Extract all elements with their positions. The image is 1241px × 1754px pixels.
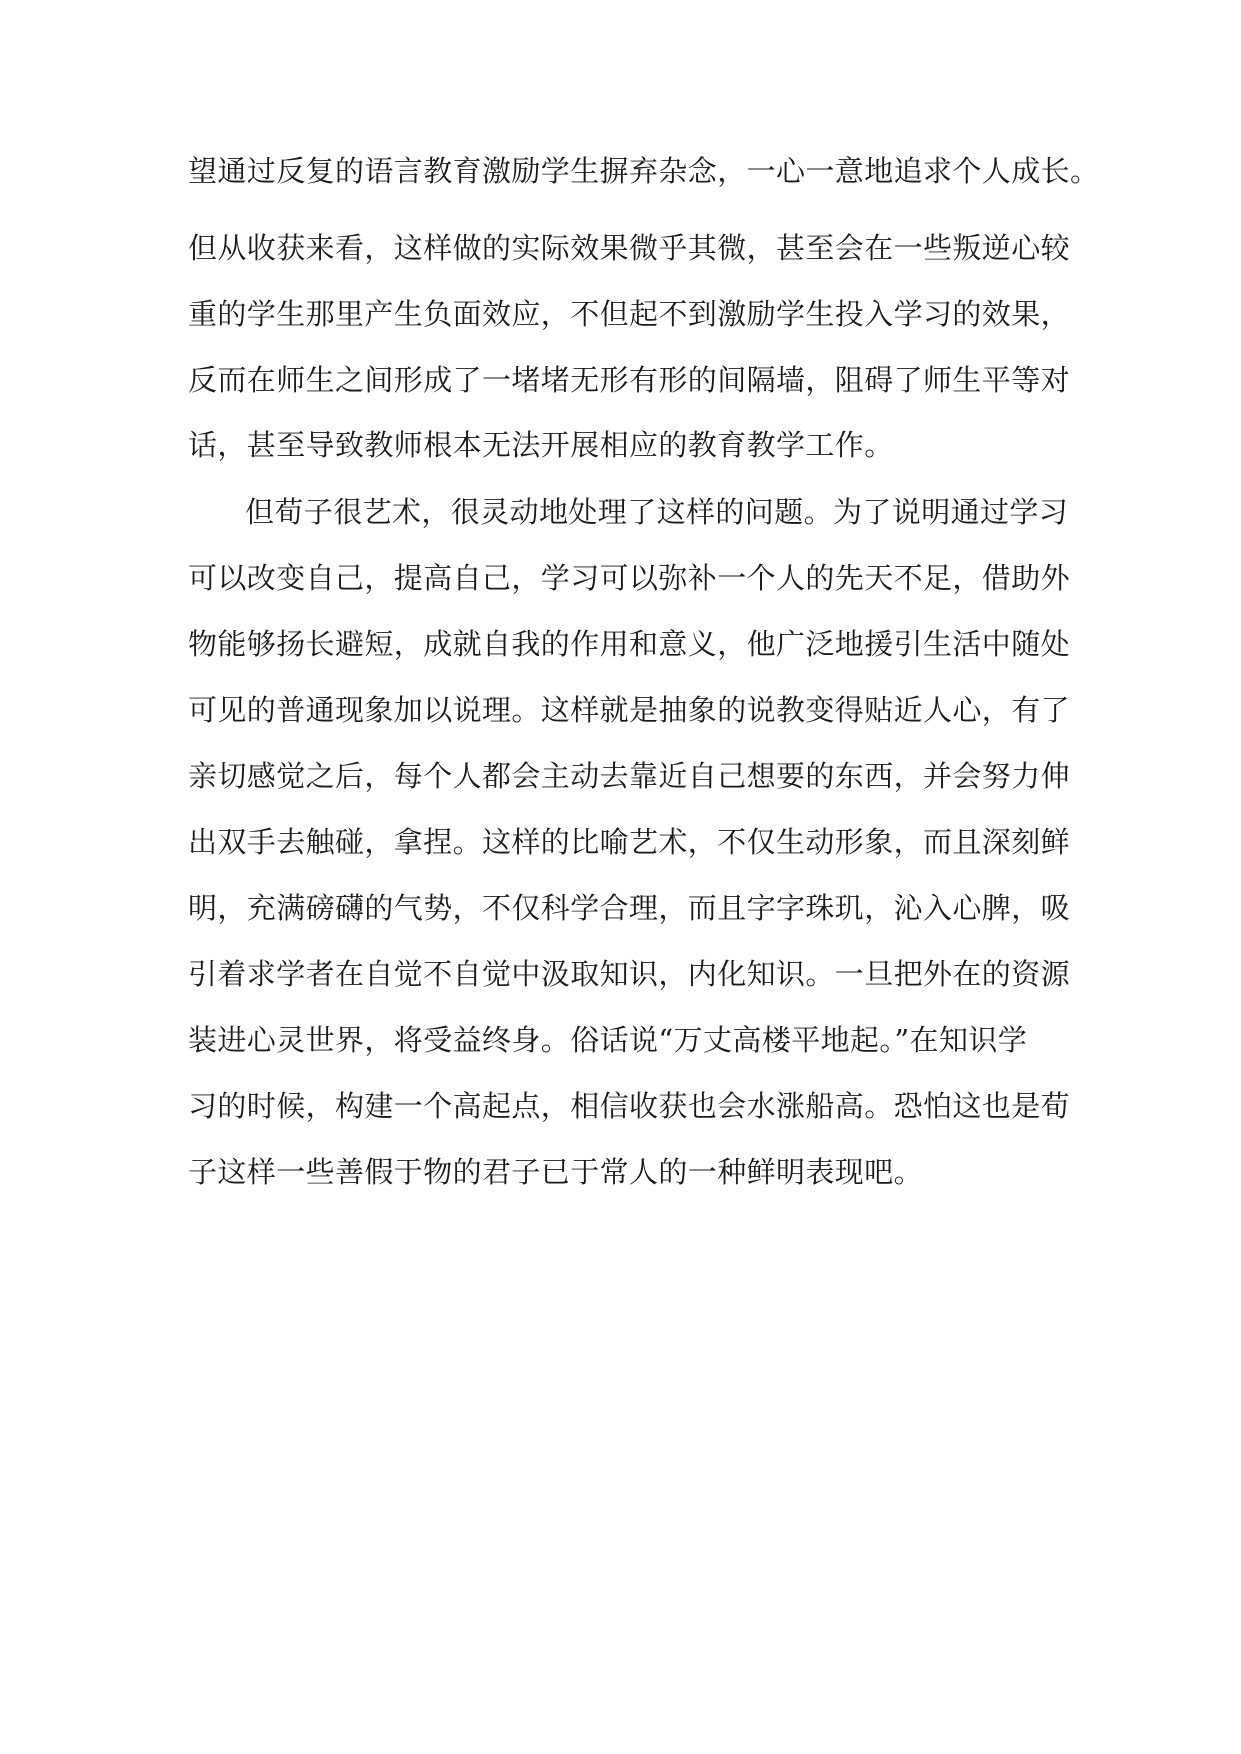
- text-line: 可见的普通现象加以说理。这样就是抽象的说教变得贴近人心，有了: [188, 693, 1071, 727]
- text-line: 物能够扬长避短，成就自我的作用和意义，他广泛地援引生活中随处: [188, 627, 1071, 661]
- text-line: 出双手去触碰，拿捏。这样的比喻艺术，不仅生动形象，而且深刻鲜: [188, 825, 1071, 859]
- text-line: 明，充满磅礴的气势，不仅科学合理，而且字字珠玑，沁入心脾，吸: [188, 891, 1071, 925]
- text-line: 但从收获来看，这样做的实际效果微乎其微，甚至会在一些叛逆心较: [188, 231, 1071, 265]
- text-line: 重的学生那里产生负面效应，不但起不到激励学生投入学习的效果，: [188, 297, 1071, 331]
- text-line: 话，甚至导致教师根本无法开展相应的教育教学工作。: [188, 428, 894, 462]
- text-line: 装进心灵世界，将受益终身。俗话说“万丈高楼平地起。”在知识学: [188, 1023, 1028, 1057]
- text-line: 可以改变自己，提高自己，学习可以弥补一个人的先天不足，借助外: [188, 561, 1071, 595]
- text-line: 望通过反复的语言教育激励学生摒弃杂念，一心一意地追求个人成长。: [188, 154, 1100, 188]
- text-line: 子这样一些善假于物的君子已于常人的一种鲜明表现吧。: [188, 1155, 924, 1189]
- text-line: 反而在师生之间形成了一堵堵无形有形的间隔墙，阻碍了师生平等对: [188, 363, 1071, 397]
- text-line: 习的时候，构建一个高起点，相信收获也会水涨船高。恐怕这也是荀: [188, 1089, 1071, 1123]
- paragraph-first-line: 但荀子很艺术，很灵动地处理了这样的问题。为了说明通过学习: [245, 495, 1069, 529]
- text-line: 亲切感觉之后，每个人都会主动去靠近自己想要的东西，并会努力伸: [188, 759, 1071, 793]
- text-line: 引着求学者在自觉不自觉中汲取知识，内化知识。一旦把外在的资源: [188, 957, 1071, 991]
